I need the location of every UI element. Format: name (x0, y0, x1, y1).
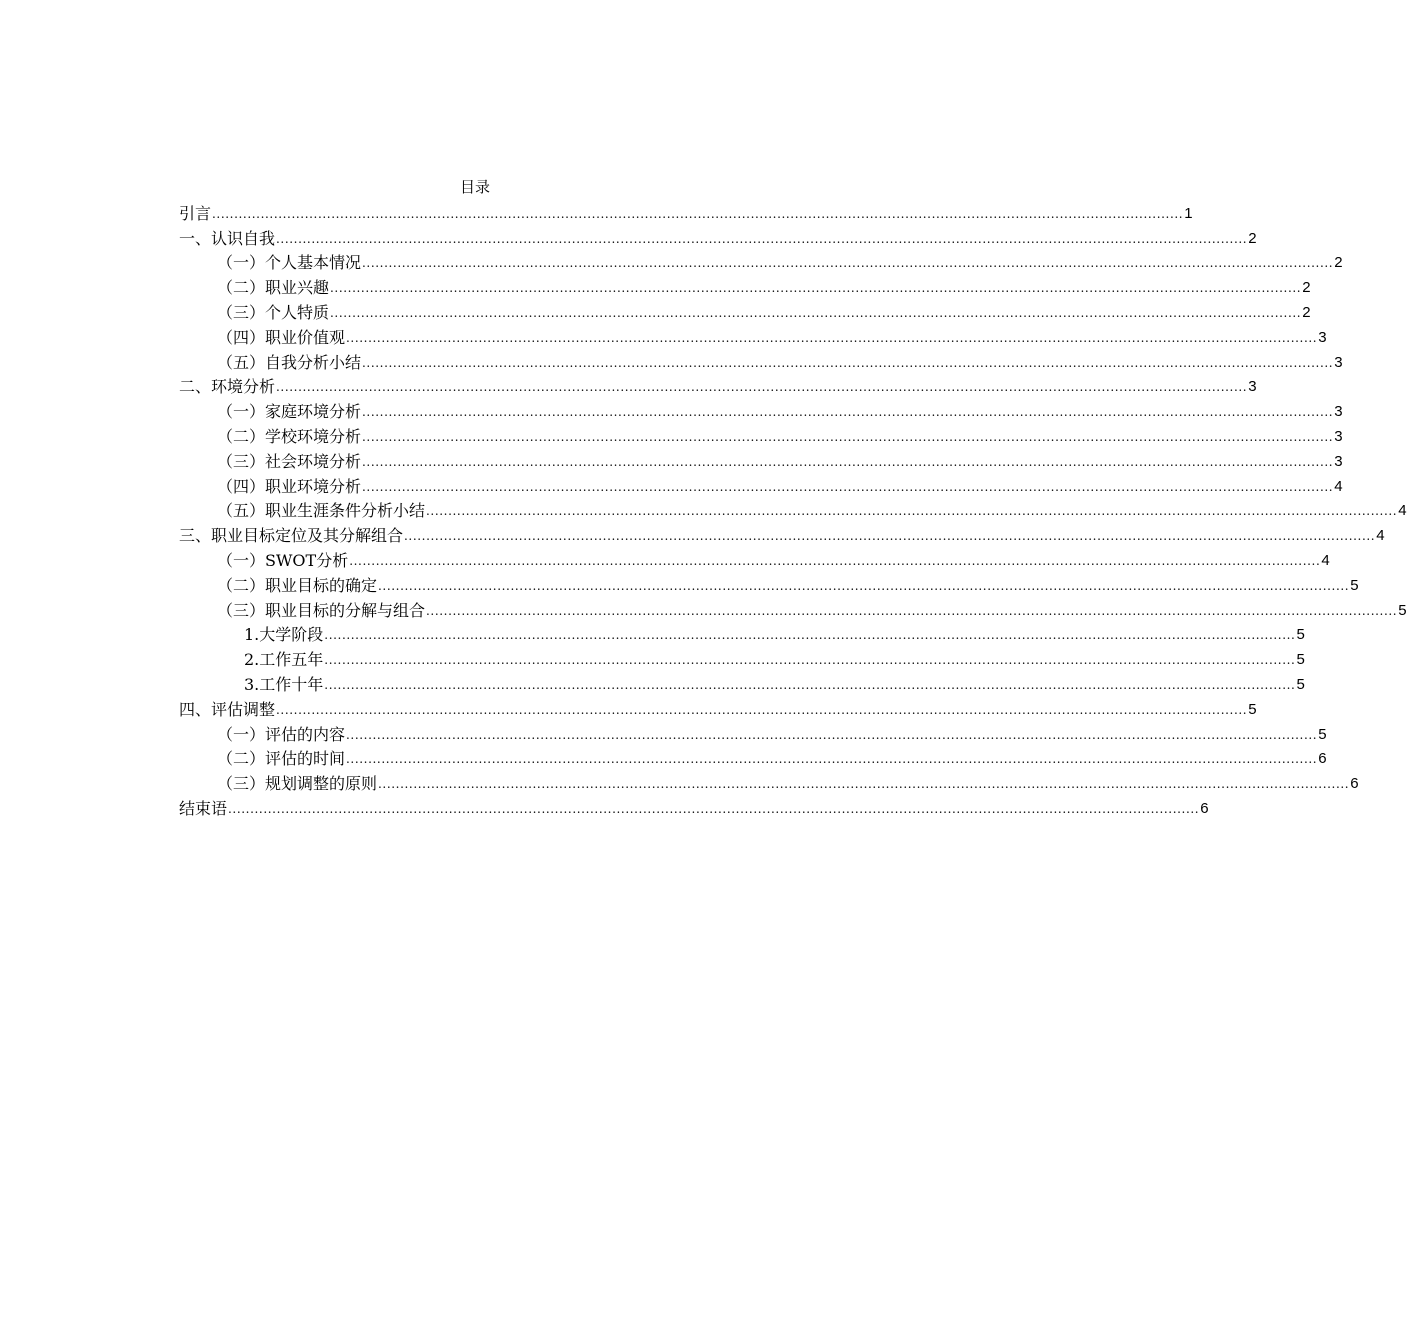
toc-entry[interactable] (179, 323, 1327, 348)
toc-entry-page-number: 5 (1398, 601, 1407, 619)
toc-entry[interactable] (179, 521, 1385, 546)
toc-entry-label: （二）学校环境分析 (217, 426, 362, 446)
table-of-contents (179, 199, 1407, 819)
toc-entry[interactable] (179, 571, 1359, 596)
dot-leader: ............................................................................................................................................................................................................................ (346, 330, 1318, 345)
dot-leader: ............................................................................................................................................................................................................................ (426, 504, 1398, 519)
toc-entry-label: 一、认识自我 (179, 228, 276, 248)
toc-entry-label: （四）职业价值观 (217, 327, 346, 347)
toc-entry[interactable] (179, 199, 1193, 224)
toc-entry-page-number: 5 (1296, 651, 1305, 669)
toc-entry[interactable] (179, 621, 1305, 646)
toc-entry-page-number: 3 (1334, 452, 1343, 470)
toc-entry-label: 引言 (179, 203, 212, 223)
toc-entry-label: （二）职业目标的确定 (217, 575, 378, 595)
toc-entry[interactable] (179, 670, 1305, 695)
dot-leader: ............................................................................................................................................................................................................................ (426, 603, 1398, 618)
toc-entry[interactable] (179, 695, 1257, 720)
toc-entry[interactable] (179, 546, 1330, 571)
dot-leader: ............................................................................................................................................................................................................................ (362, 355, 1334, 370)
toc-entry-label: （三）职业目标的分解与组合 (217, 600, 426, 620)
toc-entry-label: （一）评估的内容 (217, 724, 346, 744)
toc-entry-page-number: 4 (1398, 502, 1407, 520)
toc-entry-page-number: 5 (1248, 700, 1257, 718)
toc-entry-label: 2.工作五年 (244, 650, 324, 670)
toc-entry-label: 结束语 (179, 798, 228, 818)
toc-entry-label: （一）SWOT分析 (217, 550, 349, 570)
toc-entry[interactable] (179, 397, 1343, 422)
toc-entry[interactable] (179, 273, 1311, 298)
toc-entry[interactable] (179, 348, 1343, 373)
toc-entry[interactable] (179, 422, 1343, 447)
toc-entry[interactable] (179, 447, 1343, 472)
toc-entry-label: 二、环境分析 (179, 377, 276, 397)
toc-entry-page-number: 5 (1296, 675, 1305, 693)
dot-leader: ............................................................................................................................................................................................................................ (330, 305, 1302, 320)
dot-leader: ............................................................................................................................................................................................................................ (228, 801, 1200, 816)
toc-entry-page-number: 3 (1334, 403, 1343, 421)
toc-entry[interactable] (179, 745, 1327, 770)
dot-leader: ............................................................................................................................................................................................................................ (330, 281, 1302, 296)
dot-leader: ............................................................................................................................................................................................................................ (324, 677, 1296, 692)
toc-entry-label: （三）社会环境分析 (217, 451, 362, 471)
dot-leader: ............................................................................................................................................................................................................................ (362, 256, 1334, 271)
toc-entry-label: （四）职业环境分析 (217, 476, 362, 496)
toc-entry[interactable] (179, 596, 1407, 621)
toc-entry-label: 3.工作十年 (244, 674, 324, 694)
dot-leader: ............................................................................................................................................................................................................................ (378, 777, 1350, 792)
dot-leader: ............................................................................................................................................................................................................................ (378, 578, 1350, 593)
dot-leader: ............................................................................................................................................................................................................................ (276, 702, 1248, 717)
toc-entry-page-number: 5 (1296, 626, 1305, 644)
toc-entry[interactable] (179, 298, 1311, 323)
dot-leader: ............................................................................................................................................................................................................................ (276, 231, 1248, 246)
toc-entry-page-number: 5 (1318, 725, 1327, 743)
toc-entry-label: （三）个人特质 (217, 302, 330, 322)
toc-entry[interactable] (179, 373, 1257, 398)
toc-title: 目录 (459, 178, 490, 196)
dot-leader: ............................................................................................................................................................................................................................ (404, 529, 1376, 544)
toc-entry-page-number: 2 (1248, 229, 1257, 247)
toc-entry-label: （三）规划调整的原则 (217, 774, 378, 794)
dot-leader: ............................................................................................................................................................................................................................ (346, 752, 1318, 767)
dot-leader: ............................................................................................................................................................................................................................ (362, 454, 1334, 469)
toc-entry-page-number: 4 (1334, 477, 1343, 495)
toc-entry-page-number: 2 (1334, 254, 1343, 272)
toc-entry[interactable] (179, 224, 1257, 249)
toc-entry-label: （五）自我分析小结 (217, 352, 362, 372)
toc-entry-page-number: 4 (1321, 551, 1330, 569)
toc-entry-page-number: 4 (1376, 527, 1385, 545)
toc-entry[interactable] (179, 769, 1359, 794)
toc-entry-page-number: 3 (1334, 353, 1343, 371)
toc-entry-label: 四、评估调整 (179, 699, 276, 719)
toc-entry-page-number: 1 (1184, 204, 1193, 222)
toc-entry-label: 1.大学阶段 (244, 625, 324, 645)
toc-entry[interactable] (179, 645, 1305, 670)
dot-leader: ............................................................................................................................................................................................................................ (349, 553, 1321, 568)
toc-entry-page-number: 5 (1350, 576, 1359, 594)
toc-entry-page-number: 3 (1318, 328, 1327, 346)
toc-entry-label: （一）家庭环境分析 (217, 402, 362, 422)
dot-leader: ............................................................................................................................................................................................................................ (212, 206, 1184, 221)
toc-entry-page-number: 2 (1302, 303, 1311, 321)
toc-entry-page-number: 6 (1350, 775, 1359, 793)
toc-entry-label: （二）评估的时间 (217, 749, 346, 769)
dot-leader: ............................................................................................................................................................................................................................ (362, 405, 1334, 420)
dot-leader: ............................................................................................................................................................................................................................ (324, 628, 1296, 643)
toc-entry[interactable] (179, 497, 1407, 522)
dot-leader: ............................................................................................................................................................................................................................ (362, 479, 1334, 494)
dot-leader: ............................................................................................................................................................................................................................ (324, 653, 1296, 668)
toc-entry[interactable] (179, 794, 1209, 819)
toc-entry-label: （五）职业生涯条件分析小结 (217, 501, 426, 521)
dot-leader: ............................................................................................................................................................................................................................ (276, 380, 1248, 395)
toc-entry-page-number: 3 (1334, 427, 1343, 445)
toc-entry[interactable] (179, 249, 1343, 274)
toc-entry-label: 三、职业目标定位及其分解组合 (179, 526, 404, 546)
dot-leader: ............................................................................................................................................................................................................................ (362, 429, 1334, 444)
toc-entry-page-number: 6 (1200, 799, 1209, 817)
toc-entry-page-number: 6 (1318, 750, 1327, 768)
toc-entry-page-number: 2 (1302, 279, 1311, 297)
dot-leader: ............................................................................................................................................................................................................................ (346, 727, 1318, 742)
toc-entry-label: （一）个人基本情况 (217, 253, 362, 273)
toc-entry-page-number: 3 (1248, 378, 1257, 396)
toc-entry[interactable] (179, 720, 1327, 745)
toc-entry-label: （二）职业兴趣 (217, 278, 330, 298)
toc-entry[interactable] (179, 472, 1343, 497)
